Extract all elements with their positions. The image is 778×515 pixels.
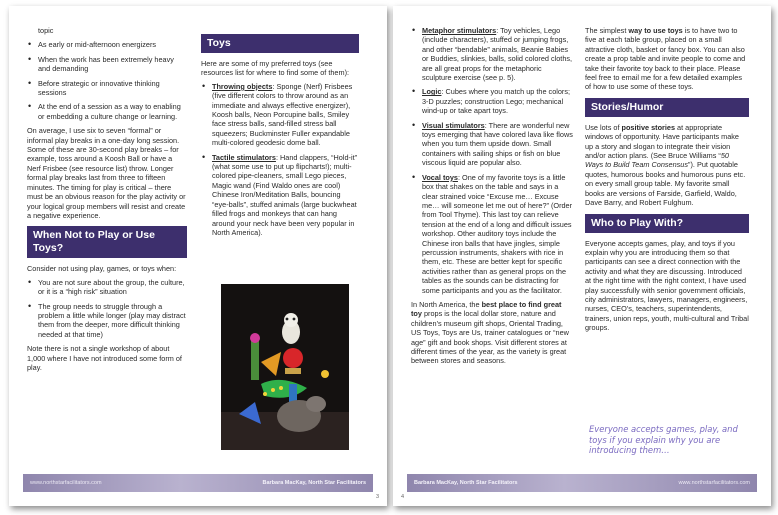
tactile-text: : Hand clappers, “Hold-it” (what some use to put up flipcharts!); multi-colored pipe-cleaners, small Lego pieces, Magic wand (Find Waldo ones are cool) Chinese Iron/Meditation Balls, bouncing “eye-balls”, stuffed animals (large buckwheat filled frogs and monkeys that can hang around your neck have been very popular in North America).: [212, 152, 358, 237]
where-bold: best place to find great toy: [411, 299, 562, 319]
vocal-text: : One of my favorite toys is a little box that shakes on the table and says in a clear strained voice “Excuse me… Excuse me… will someone let me out of here?” (Order from Tool Thyme). This last toy can relieve tension at the end of a long and difficult issues workshop. Other auditory toys include the Chinese iron balls that have jingles, simple percussion instruments, shakers with rice in them, etc. These are better kept for specific activities rather than as general props on the tables as the sounds can be distracting for some participants and you as the facilitator.: [422, 172, 573, 295]
simplest-paragraph: [585, 26, 749, 92]
list-item: [201, 82, 359, 148]
play-breaks-paragraph: On average, I use six to seven “formal” or informal play breaks in a one-day long session. Some of these are 30-second play breaks – for example, toss around a Koosh Ball or have a Nerf Frisbee (see resource list) throw. Longer formal play breaks last from three to fifteen minutes. The timing for play is critical – there must be an obvious reason for the play activity or your logical group members will resist and create a negative experience.: [27, 126, 186, 220]
list-item: • As early or mid-afternoon energizers: [27, 40, 187, 49]
section-heading-stories: Stories/Humor: [585, 98, 749, 117]
pull-quote: Everyone accepts games, play, and toys if you explain why you are introducing them…: [589, 424, 738, 455]
section-heading-when-not: When Not to Play or Use Toys?: [27, 226, 187, 258]
simplest-bold: way to use toys: [628, 26, 683, 35]
footer-author: Barbara MacKay, North Star Facilitators: [414, 480, 518, 486]
list-item: [411, 121, 573, 168]
who-paragraph: Everyone accepts games, play, and toys if you explain why you are introducing them so that participants can see a direct connection with the activity and what they are discussing. Introduced at the right time with the right context, I have used play successfully with senior government officials, city administrators, lawyers, managers, engineers, nurses, CEO’s, teachers, superintendents, trainers, union reps, youth, multi-cultural and Tribal groups.: [585, 238, 749, 333]
left-page-column-2: [201, 26, 359, 242]
when-not-list: [27, 278, 187, 339]
simplest-pre: The simplest: [585, 26, 629, 35]
right-page-column-2: [585, 26, 749, 337]
toys-photo-illustration: [221, 284, 349, 450]
stories-paragraph: [585, 123, 749, 208]
visual-label: Visual stimulators: [422, 120, 485, 130]
page-number: 3: [375, 494, 379, 500]
where-pre: In North America, the: [411, 299, 482, 309]
stories-bold: positive stories: [621, 122, 676, 132]
footer-author: Barbara MacKay, North Star Facilitators: [262, 480, 366, 486]
right-page: [393, 6, 771, 506]
logic-text: : Cubes where you match up the colors; 3-D puzzles; construction Lego; mechanical wind-up or take apart toys.: [422, 87, 571, 116]
right-footer: [407, 474, 757, 492]
note-paragraph: Note there is not a single workshop of about 1,000 where I have not introduced some form of play.: [27, 344, 182, 372]
section-heading-who: Who to Play With?: [585, 214, 749, 233]
metaphor-label: Metaphor stimulators: [422, 26, 497, 35]
footer-url: www.northstarfacilitators.com: [678, 480, 750, 486]
right-page-column-1: [411, 26, 573, 370]
toys-list: [201, 82, 359, 238]
list-item: [411, 173, 573, 295]
page-number: 4: [401, 494, 405, 500]
toys-intro: Here are some of my preferred toys (see resources list for where to find some of them):: [201, 59, 350, 78]
list-item: [411, 26, 573, 82]
consider-paragraph: Consider not using play, games, or toys when:: [27, 264, 177, 274]
list-item: • You are not sure about the group, the culture, or it is a “high risk” situation: [27, 278, 187, 297]
footer-url: www.northstarfacilitators.com: [30, 480, 102, 486]
left-footer: [23, 474, 373, 492]
tactile-label: Tactile stimulators: [212, 152, 276, 162]
list-item: [201, 153, 359, 238]
left-page: [9, 6, 387, 506]
section-heading-toys: Toys: [201, 34, 359, 53]
metaphor-text: : Toy vehicles, Lego (include characters), stuffed or jumping frogs, and other “bendable” animals, Beanie Babies or Buddies, slinkies, balls, solid colored cloths, are all great props for the metaphoric sculpture exercise (see p. 5).: [422, 26, 573, 83]
list-item: • When the work has been extremely heavy and demanding: [27, 55, 187, 74]
list-item: topic: [38, 26, 54, 35]
stories-book-title: 50 Ways to Build Team Consensus: [585, 151, 729, 170]
throwing-text: : Sponge (Nerf) Frisbees (five different colors to throw around as an immediate and always effective energizer), Koosh balls, Neon Porcupine balls, Smiley face stress balls, sand-filled stress ball squeezers; Buckminster Fuller expandable multi-colored geodesic dome ball.: [212, 81, 353, 148]
logic-label: Logic: [422, 87, 442, 97]
list-item: • At the end of a session as a way to enabling or embedding a culture change or learning.: [27, 102, 187, 121]
simplest-post: is to have two to five at each table group, placed on a small attractive cloth, basket or fancy box. You can also create a prop table and invite people to come and take their favorite toy back to their place. Please feel free to email me for a few detailed examples of how to use some of these toys.: [585, 26, 746, 92]
list-item: [411, 87, 573, 115]
more-toys-list: [411, 26, 573, 295]
throwing-label: Throwing objects: [212, 81, 273, 91]
stories-mid: at appropriate windows of opportunity. Have participants make up a story and slogan to integrate their vision and/or action plans. (See Bruce Williams “: [585, 122, 739, 161]
vocal-label: Vocal toys: [422, 172, 458, 182]
timing-list: [27, 26, 187, 121]
stories-pre: Use lots of: [585, 122, 622, 132]
where-to-find-paragraph: [411, 300, 573, 366]
toys-photo: [221, 284, 349, 450]
list-item: • The group needs to struggle through a problem a little while longer (play may distract them from the deeper, more difficult thinking needed at that time): [27, 302, 187, 340]
stories-post: ”). Put quotable quotes, humorous books and humorous puns etc. on every small group table. My favorite small books are versions of Farside, Garfield, Waldo, Dave Barry, and Robert Fulghum.: [585, 160, 746, 208]
left-page-column-1: [27, 26, 187, 376]
list-item: • Before strategic or innovative thinking sessions: [27, 79, 187, 98]
where-post: props is the local dollar store, nature and children’s museum gift shops, Oriental Trading, US Toys, Toys are Us, trainer catalogues or “new age” gift and book shops. Visit different stores at different times of the year, as the variety is great between stores and seasons.: [411, 309, 569, 366]
visual-text: : There are wonderful new toys emerging that have colored lava like flows when you turn them upside down. Small containers with sailing ships or fish on blue viscous liquid are popular also.: [422, 120, 573, 168]
